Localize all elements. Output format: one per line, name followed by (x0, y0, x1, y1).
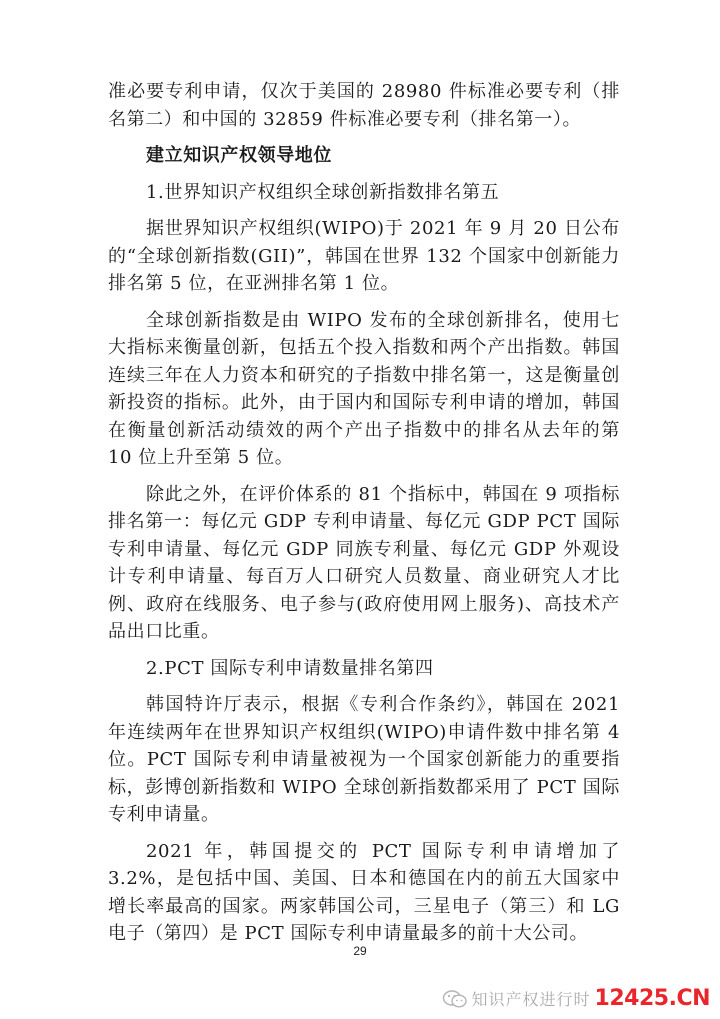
subsection-title-2: 2.PCT 国际专利申请数量排名第四 (146, 657, 434, 679)
paragraph-gii-detail: 全球创新指数是由 WIPO 发布的全球创新排名，使用七大指标来衡量创新，包括五个投入指数和两个产出指数。韩国连续三年在人力资本和研究的子指数中排名第一，这是衡量创新投资的指标。此外，由于国内和国际专利申请的增加，韩国在衡量创新活动绩效的两个产出子指数中的排名从去年的第 10 位上升至第 5 位。 (108, 309, 620, 468)
wechat-icon (442, 989, 468, 1009)
account-name: 知识产权进行时 (471, 990, 591, 1009)
subsection-title-1: 1.世界知识产权组织全球创新指数排名第五 (146, 181, 500, 203)
watermark (442, 986, 710, 1011)
site-logo: 12425.CN (594, 986, 710, 1011)
document-page (108, 78, 620, 948)
paragraph-gii: 据世界知识产权组织(WIPO)于 2021 年 9 月 20 日公布的“全球创新指数(GII)”，韩国在世界 132 个国家中创新能力排名第 5 位，在亚洲排名第 1 位。 (108, 218, 620, 294)
paragraph-pct: 韩国特许厅表示，根据《专利合作条约》，韩国在 2021 年连续两年在世界知识产权组织(WIPO)申请件数中排名第 4 位。PCT 国际专利申请量被视为一个国家创新能力的重要指标，彭博创新指数和 WIPO 全球创新指数都采用了 PCT 国际专利申请量。 (108, 694, 620, 825)
section-heading: 建立知识产权领导地位 (146, 145, 332, 166)
paragraph-pct-growth: 2021 年，韩国提交的 PCT 国际专利申请增加了 3.2%，是包括中国、美国、日本和德国在内的前五大国家中增长率最高的国家。两家韩国公司，三星电子（第三）和 LG 电子（第四）是 PCT 国际专利申请量最多的前十大公司。 (108, 840, 620, 944)
paragraph-continued: 准必要专利申请，仅次于美国的 28980 件标准必要专利（排名第二）和中国的 32859 件标准必要专利（排名第一）。 (108, 81, 620, 130)
page-number: 29 (353, 944, 367, 958)
paragraph-indicators: 除此之外，在评价体系的 81 个指标中，韩国在 9 项指标排名第一：每亿元 GDP 专利申请量、每亿元 GDP PCT 国际专利申请量、每亿元 GDP 同族专利量、每亿元 GDP 外观设计专利申请量、每百万人口研究人员数量、商业研究人才比例、政府在线服务、电子参与(政府使用网上服务)、高技术产品出口比重。 (108, 483, 620, 642)
